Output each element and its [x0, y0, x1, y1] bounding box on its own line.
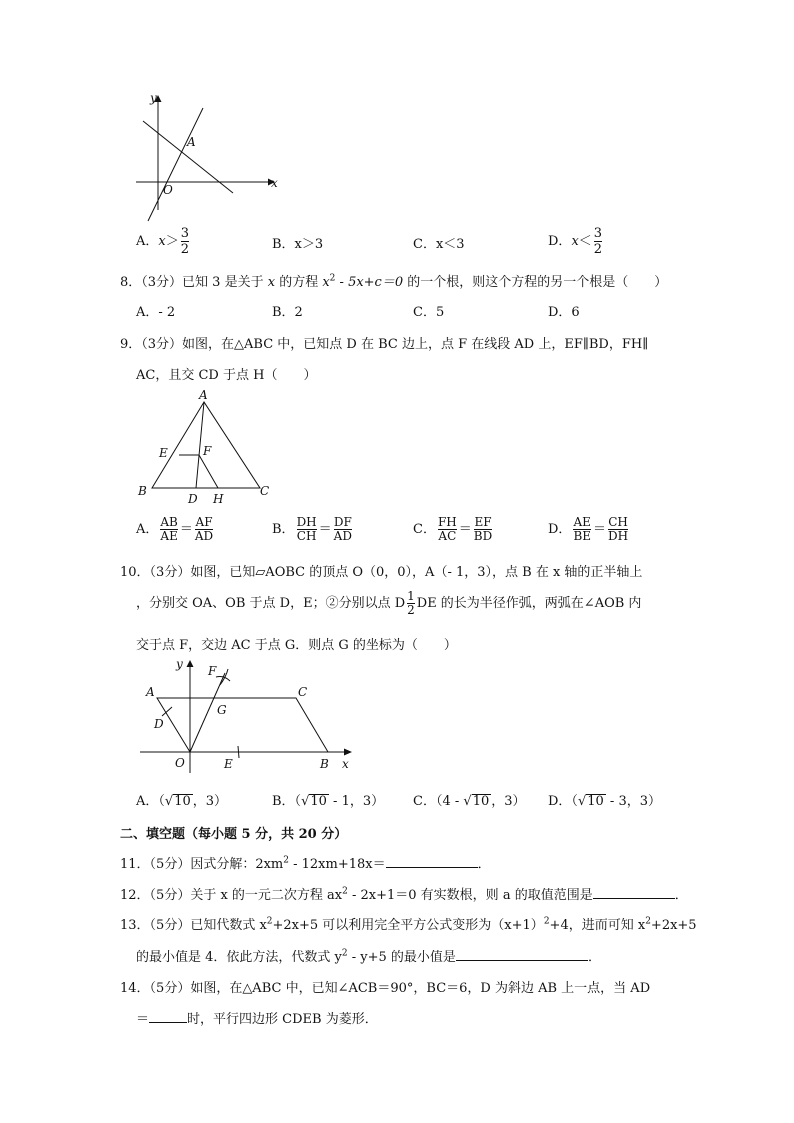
q7-label-a: A — [187, 135, 196, 149]
q8-option-b: B．2 — [272, 305, 303, 320]
section-2-title: 二、填空题（每小题 5 分，共 20 分） — [120, 827, 348, 842]
q9-segment-fh — [199, 455, 218, 488]
q7-option-b: B．x＞3 — [272, 237, 324, 252]
q8-option-a: A．- 2 — [136, 305, 176, 320]
q7-label-x: x — [271, 176, 278, 190]
q14-answer-blank[interactable] — [149, 1010, 187, 1023]
q8-option-c: C．5 — [413, 305, 445, 320]
q10-y-arrow — [187, 660, 194, 667]
q9-stem-line2: AC，且交 CD 于点 H（ ） — [136, 368, 317, 383]
q8-stem: 8．（3分）已知 3 是关于 x 的方程 $x^2 - 5x+c=0$ 的一个根，则这个方程的另一个根是（ ） — [120, 273, 668, 290]
q10-option-c: C．（4 - √10 ，3） — [413, 794, 526, 809]
q10-parallelogram — [157, 698, 328, 752]
q10-option-b: B．（√10 - 1，3） — [272, 794, 385, 809]
q9-option-b: B． $\frac{DH}{CH}$ ＝ $\frac{DF}{AD}$ — [272, 515, 352, 543]
q10-arc-e — [238, 746, 239, 758]
q10-stem-line3: 交于点 F，交边 AC 于点 G．则点 G 的坐标为（ ） — [136, 638, 457, 653]
q9-figure — [132, 385, 282, 510]
q9-option-c: C． $\frac{FH}{AC}$ ＝ $\frac{EF}{BD}$ — [413, 515, 493, 543]
q7-label-y: y — [150, 91, 157, 105]
q11: 11．（5分）因式分解：$2xm^2 - 12xm+18x=$ ． — [120, 855, 491, 872]
q7-line-1 — [148, 108, 203, 221]
q10-label-b: B — [320, 757, 329, 771]
q14-line1: 14．（5分）如图，在△ABC 中，已知∠ACB＝90°，BC＝6，D 为斜边 AB 上一点，当 AD — [120, 981, 651, 996]
q10-label-e: E — [224, 757, 233, 771]
q7-option-a: A．x＞ $\frac{3}{2}$ — [136, 226, 190, 257]
q11-answer-blank[interactable] — [386, 855, 478, 868]
q13-answer-blank[interactable] — [456, 948, 588, 961]
q9-label-b: B — [138, 484, 147, 498]
q10-label-g: G — [217, 703, 227, 717]
q10-label-f: F — [208, 664, 217, 678]
q9-label-d: D — [188, 492, 198, 506]
q13-line1: 13．（5分）已知代数式 $x^2+2x+5$ 可以利用完全平方公式变形为$(x+1)^2+4$，进而可知 $x^2+2x+5$ — [120, 916, 697, 933]
q8-option-d: D．6 — [548, 305, 580, 320]
q10-label-a: A — [146, 685, 155, 699]
q10-x-arrow — [344, 749, 352, 756]
q9-label-f: F — [203, 444, 212, 458]
q10-figure — [132, 655, 372, 780]
q10-option-a: A．（√10 ，3） — [136, 794, 228, 809]
q10-option-d: D．（√10 - 3，3） — [548, 794, 661, 809]
q10-label-c: C — [298, 685, 308, 699]
q10-stem-line2: ，分别交 OA、OB 于点 D，E；②分别以点 D $\frac{1}{2}$ DE 的长为半径作弧，两弧在∠AOB 内 — [136, 589, 642, 617]
q9-label-e: E — [159, 446, 168, 460]
q9-label-h: H — [213, 492, 224, 506]
q7-label-o: O — [163, 183, 173, 197]
q7-option-c: C．x＜3 — [413, 237, 465, 252]
q10-label-o: O — [175, 756, 185, 770]
q9-label-c: C — [260, 484, 270, 498]
q7-figure — [130, 88, 290, 228]
q14-line2: ＝ 时，平行四边形 CDEB 为菱形． — [136, 1012, 378, 1027]
q9-label-a: A — [199, 388, 208, 402]
q13-line2: 的最小值是 4．依此方法，代数式 $y^2 - y+5$ 的最小值是 ． — [136, 948, 601, 965]
q12: 12．（5分）关于 x 的一元二次方程 $ax^2 - 2x+1=0$ 有实数根，则 a 的取值范围是 ． — [120, 886, 688, 903]
q10-stem-line1: 10．（3分）如图，已知▱AOBC 的顶点 O（0，0），A（- 1，3），点 B 在 x 轴的正半轴上 — [120, 565, 643, 580]
q9-stem-line1: 9．（3分）如图，在△ABC 中，已知点 D 在 BC 边上，点 F 在线段 AD 上，EF∥BD，FH∥ — [120, 337, 649, 352]
q7-option-d: D．x＜ $\frac{3}{2}$ — [548, 226, 603, 257]
q9-option-d: D． $\frac{AE}{BE}$ ＝ $\frac{CH}{DH}$ — [548, 515, 629, 543]
q10-label-y: y — [176, 657, 183, 671]
q12-answer-blank[interactable] — [593, 886, 675, 899]
q10-label-x: x — [342, 757, 349, 771]
q9-option-a: A． $\frac{AB}{AE}$ ＝ $\frac{AF}{AD}$ — [136, 515, 214, 543]
q10-label-d: D — [154, 717, 164, 731]
